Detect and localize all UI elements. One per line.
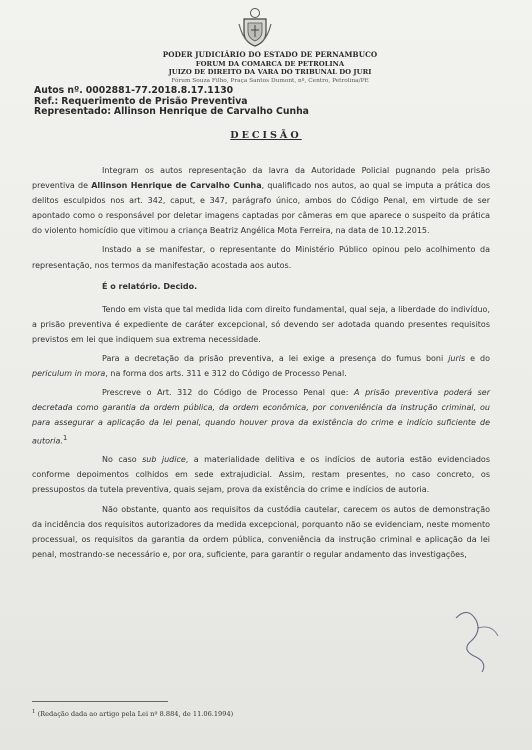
footnote-marker: 1 xyxy=(62,433,68,442)
court-header xyxy=(120,51,420,85)
autos-label: Autos nº. xyxy=(34,85,83,96)
autos-value: 0002881-77.2018.8.17.1130 xyxy=(85,85,234,96)
p5-text-b: e do xyxy=(465,354,490,364)
p5-text-c: , na forma dos arts. 311 e 312 do Código de Processo Penal. xyxy=(105,369,347,379)
header-line-2: FORUM DA COMARCA DE PETROLINA xyxy=(195,59,345,68)
document-title: DECISÃO xyxy=(230,130,302,141)
representado-value: Allinson Henrique de Carvalho Cunha xyxy=(113,106,309,117)
p5-text-a: Para a decretação da prisão preventiva, a lei exige a presença do fumus boni xyxy=(102,354,449,364)
paragraph-2: Instado a se manifestar, o representante do Ministério Público opinou pelo acolhimento da representação, nos termos da manifestação acostada aos autos. xyxy=(32,245,490,270)
case-metadata xyxy=(34,86,309,118)
footnote xyxy=(32,709,233,718)
paragraph-8: Não obstante, quanto aos requisitos da custódia cautelar, carecem os autos de demonstração da incidência dos requisitos autorizadores da medida excepcional, porquanto não se evidenciam, neste momento processual, os requisitos da garantia da ordem pública, conveniência da instrução criminal e aplicação da lei penal, mostrando-se necessário e, por ora, suficiente, para garantir o regular andamento das investigações, xyxy=(32,504,490,559)
report-heading: É o relatório. Decido. xyxy=(102,281,198,291)
coat-of-arms-icon xyxy=(236,6,274,48)
footnote-text: (Redação dada ao artigo pela Lei nº 8.884, de 11.06.1994) xyxy=(37,710,234,719)
paragraph-7 xyxy=(32,452,490,497)
header-address: Fórum Souza Filho, Praça Santos Dumont, nº, Centro, Petrolina/PE xyxy=(171,77,369,84)
representado-line xyxy=(34,107,309,118)
p1-text-b: , qualificado nos autos, ao qual se imputa a prática dos delitos esculpidos nos art. 342, caput, e 347, parágrafo único, ambos do Código Penal, em virtude de ser apontado como o responsável por deletar imagens captadas por câmeras em que aparece o suspeito da prática do violento homicídio que vitimou a criança Beatriz Angélica Mota Ferreira, na data de 10.12.2015. xyxy=(32,181,491,236)
p7-italic: sub judice xyxy=(142,455,186,465)
p1-text-a: Integram os autos representação da lavra da Autoridade Policial pugnando pela prisão preventiva de xyxy=(32,166,490,191)
p7-text-a: No caso xyxy=(102,455,143,465)
header-line-1: PODER JUDICIÁRIO DO ESTADO DE PERNAMBUCO xyxy=(162,50,378,59)
header-line-3: JUIZO DE DIREITO DA VARA DO TRIBUNAL DO JURI xyxy=(168,68,372,76)
p6-quote: A prisão preventiva poderá ser decretada como garantia da ordem pública, da ordem econômica, por conveniência da instrução criminal, ou para assegurar a aplicação da lei penal, quando houver prova da existência do crime e indício suficiente de autoria. xyxy=(32,388,490,446)
p7-text-b: , a materialidade delitiva e os indícios de autoria estão evidenciados conforme depoimentos colhidos em sede extrajudicial. Assim, restam presentes, no caso concreto, os pressupostos da tutela preventiva, quais sejam, prova da existência do crime e indícios de autoria. xyxy=(32,455,490,495)
paragraph-6 xyxy=(32,385,490,448)
paragraph-4: Tendo em vista que tal medida lida com direito fundamental, qual seja, a liberdade do indivíduo, a prisão preventiva é expediente de caráter excepcional, só devendo ser adotada quando presentes requisitos previstos em lei que indiquem sua extrema necessidade. xyxy=(32,304,490,344)
p5-italic-2: periculum in mora xyxy=(32,369,106,379)
defendant-name: Allinson Henrique de Carvalho Cunha xyxy=(91,181,262,191)
representado-label: Representado: xyxy=(34,106,111,117)
ref-label: Ref.: xyxy=(34,95,59,107)
paragraph-5 xyxy=(32,351,490,381)
p5-italic-1: juris xyxy=(448,354,466,364)
decision-body xyxy=(32,163,490,566)
footnote-number: 1 xyxy=(32,709,36,715)
footnote-divider xyxy=(32,701,168,702)
handwritten-signature-icon xyxy=(448,598,508,678)
paragraph-1 xyxy=(32,163,490,238)
p6-text-a: Prescreve o Art. 312 do Código de Processo Penal que: xyxy=(102,388,354,398)
ref-value: Requerimento de Prisão Preventiva xyxy=(61,95,248,107)
